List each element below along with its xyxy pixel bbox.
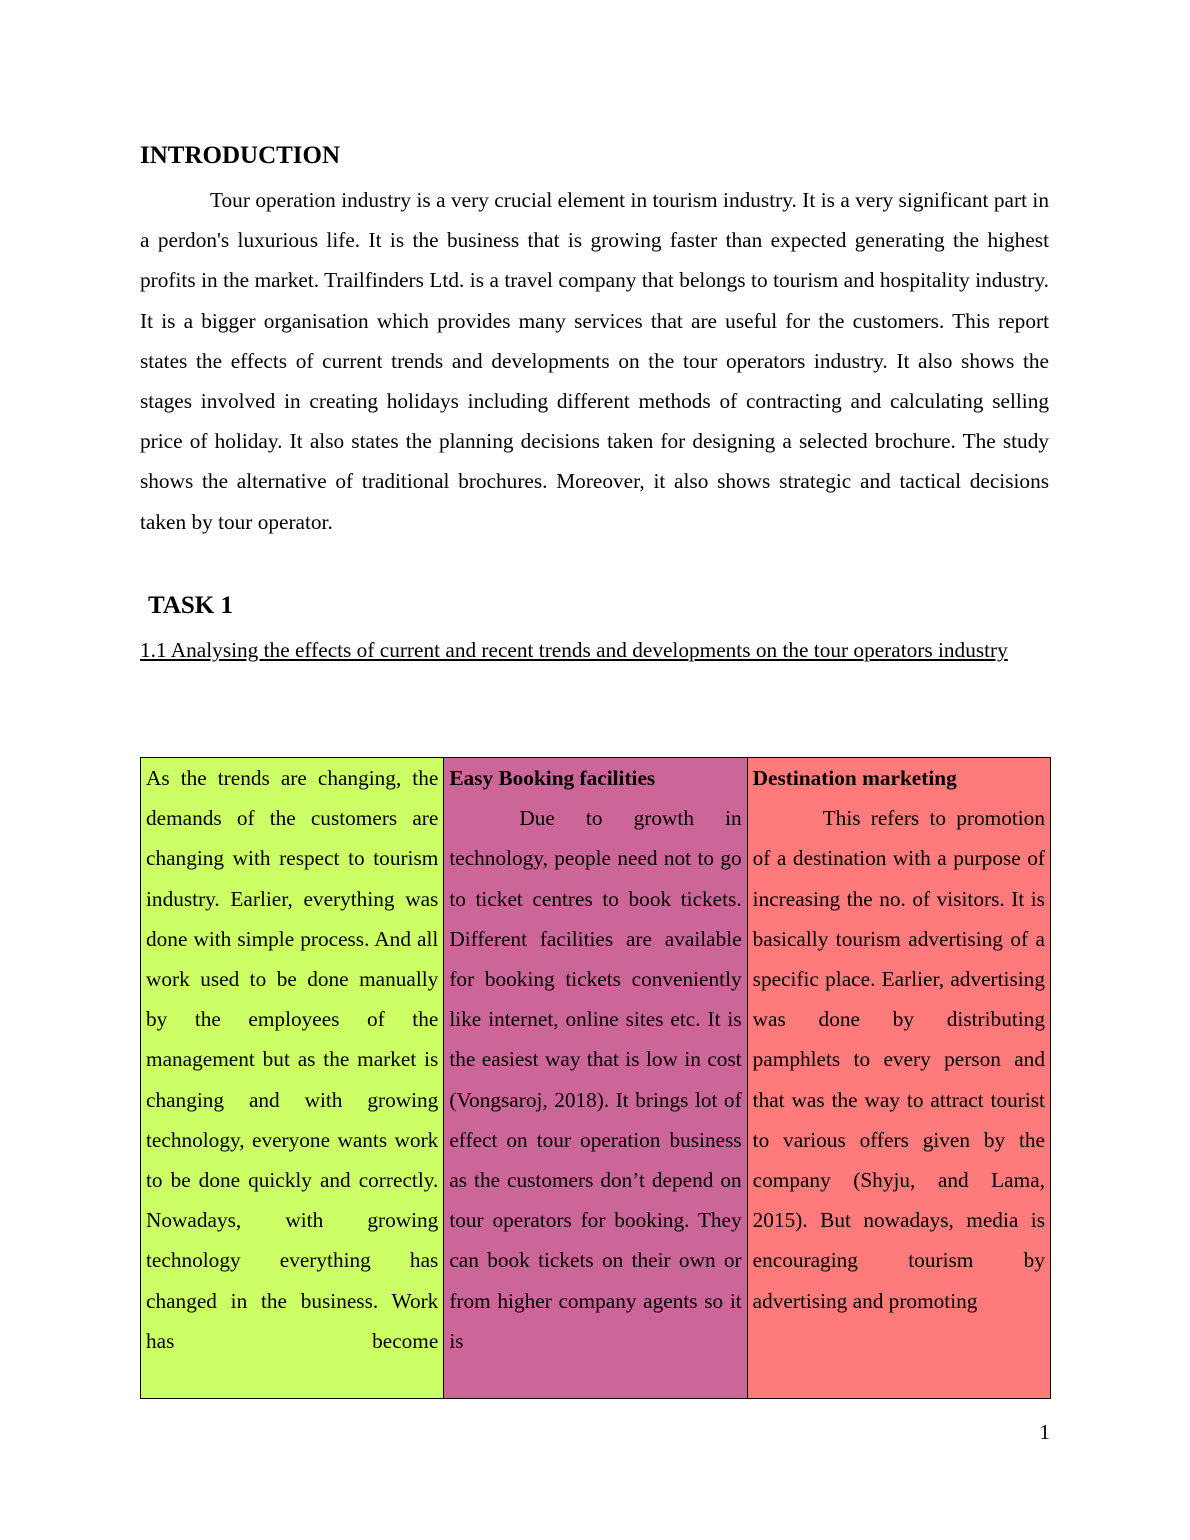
column-body: As the trends are changing, the demands of the customers are changing with respect to tourism industry. Earlier, everything was done with simple process. And all work used to be done manually by the employees of the management but as the market is changing and with growing technology, everyone wants work to be done quickly and correctly. Nowadays, with growing technology everything has changed in the business. Work has become (146, 766, 439, 1353)
trends-column-overview (141, 758, 443, 1398)
trends-column-destination-marketing (747, 758, 1050, 1398)
section-subheading (140, 630, 1049, 670)
column-body: Due to growth in technology, people need not to go to ticket centres to book tickets. Different facilities are available for booking tickets conveniently like internet, online sites etc. It is the easiest way that is low in cost (Vongsaroj, 2018). It brings lot of effect on tour operation business as the customers don’t depend on tour operators for booking. They can book tickets on their own or from higher company agents so it is (449, 806, 742, 1353)
trends-column-easy-booking (443, 758, 746, 1398)
page-number: 1 (1039, 1420, 1050, 1444)
introduction-paragraph: Tour operation industry is a very crucial element in tourism industry. It is a very significant part in a perdon's luxurious life. It is the business that is growing faster than expected generating the highest profits in the market. Trailfinders Ltd. is a travel company that belongs to tourism and hospitality industry. It is a bigger organisation which provides many services that are useful for the customers. This report states the effects of current trends and developments on the tour operators industry. It also shows the stages involved in creating holidays including different methods of contracting and calculating selling price of holiday. It also states the planning decisions taken for designing a selected brochure. The study shows the alternative of traditional brochures. Moreover, it also shows strategic and tactical decisions taken by tour operator. (140, 188, 1049, 534)
column-body: This refers to promotion of a destination with a purpose of increasing the no. of visitors. It is basically tourism advertising of a specific place. Earlier, advertising was done by distributing pamphlets to every person and that was the way to attract tourist to various offers given by the company (Shyju, and Lama, 2015). But nowadays, media is encouraging tourism by advertising and promoting (752, 806, 1045, 1313)
introduction-heading: INTRODUCTION (140, 142, 341, 169)
task-heading: TASK 1 (148, 592, 233, 619)
section-subheading-text: 1.1 Analysing the effects of current and recent trends and developments on the tour operators industry (140, 638, 1008, 662)
trends-table (140, 757, 1051, 1399)
column-heading: Destination marketing (752, 766, 957, 790)
column-heading: Easy Booking facilities (449, 766, 656, 790)
